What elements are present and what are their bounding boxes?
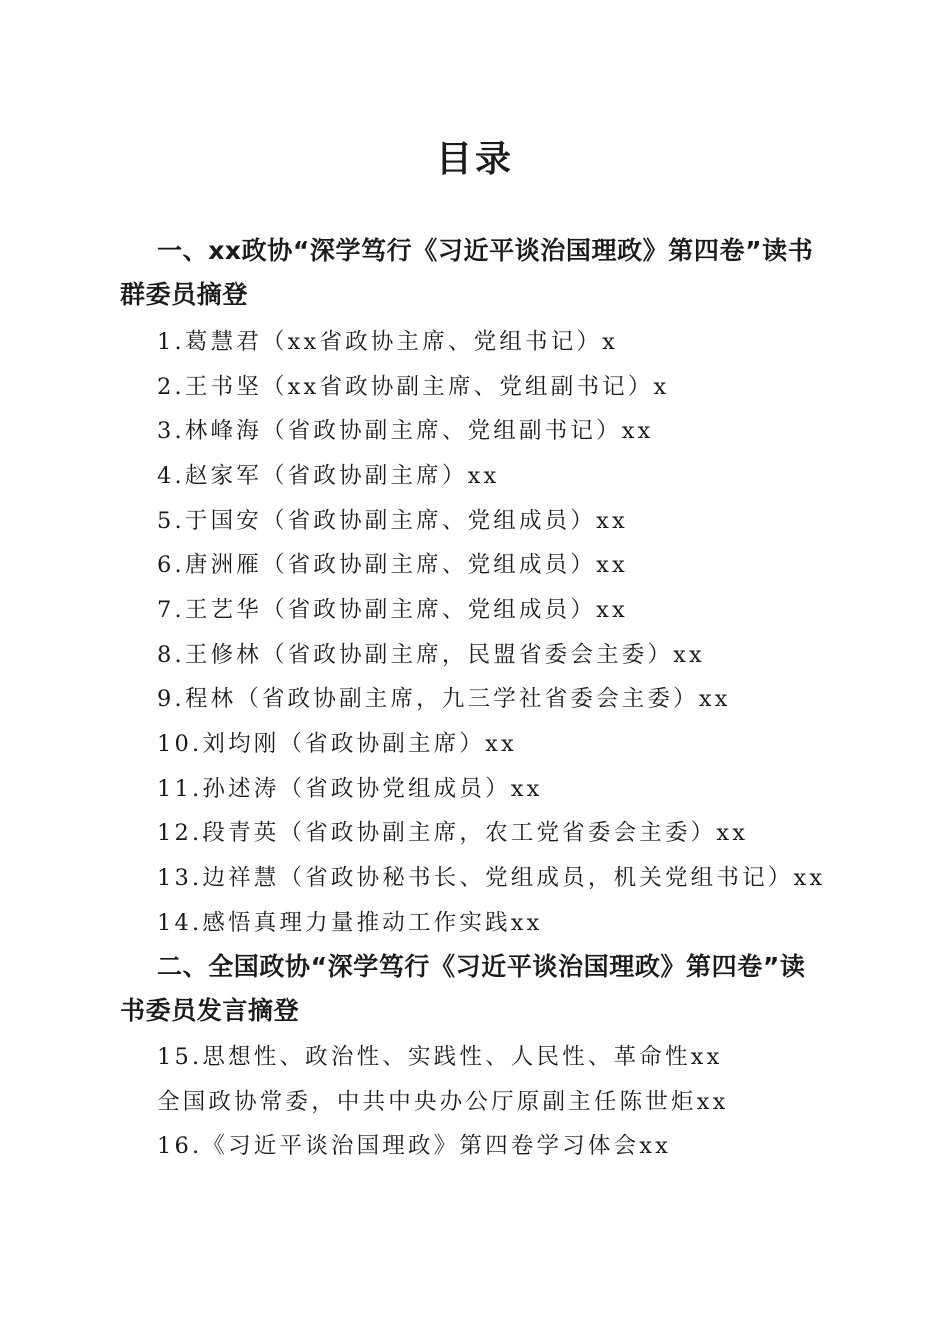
toc-entry-10: 10.刘均刚（省政协副主席）xx <box>157 731 517 757</box>
toc-entry-7: 7.王艺华（省政协副主席、党组成员）xx <box>157 597 628 623</box>
toc-entry-12: 12.段青英（省政协副主席，农工党省委会主委）xx <box>157 820 749 846</box>
toc-entry-11: 11.孙述涛（省政协党组成员）xx <box>157 776 543 802</box>
toc-entry-14: 14.感悟真理力量推动工作实践xx <box>157 910 543 936</box>
page-title: 目录 <box>435 139 514 180</box>
toc-entry-2: 2.王书坚（xx省政协副主席、党组副书记）x <box>157 374 670 400</box>
toc-entry-16: 16.《习近平谈治国理政》第四卷学习体会xx <box>157 1133 672 1159</box>
toc-entry-1: 1.葛慧君（xx省政协主席、党组书记）x <box>157 329 619 355</box>
toc-entry-15-author: 全国政协常委，中共中央办公厅原副主任陈世炬xx <box>157 1089 729 1115</box>
toc-entry-9: 9.程林（省政协副主席，九三学社省委会主委）xx <box>157 686 731 712</box>
toc-entry-15: 15.思想性、政治性、实践性、人民性、革命性xx <box>157 1044 723 1070</box>
toc-entry-8: 8.王修林（省政协副主席，民盟省委会主委）xx <box>157 642 705 668</box>
toc-entry-5: 5.于国安（省政协副主席、党组成员）xx <box>157 508 628 534</box>
toc-entry-3: 3.林峰海（省政协副主席、党组副书记）xx <box>157 418 654 444</box>
toc-entry-13: 13.边祥慧（省政协秘书长、党组成员，机关党组书记）xx <box>157 865 826 891</box>
toc-entry-6: 6.唐洲雁（省政协副主席、党组成员）xx <box>157 552 628 578</box>
section-heading-1: 一、xx政协“深学笃行《习近平谈治国理政》第四卷”读书群委员摘登 <box>120 236 814 309</box>
section-heading-2: 二、全国政协“深学笃行《习近平谈治国理政》第四卷”读书委员发言摘登 <box>120 952 806 1025</box>
toc-entry-4: 4.赵家军（省政协副主席）xx <box>157 463 500 489</box>
